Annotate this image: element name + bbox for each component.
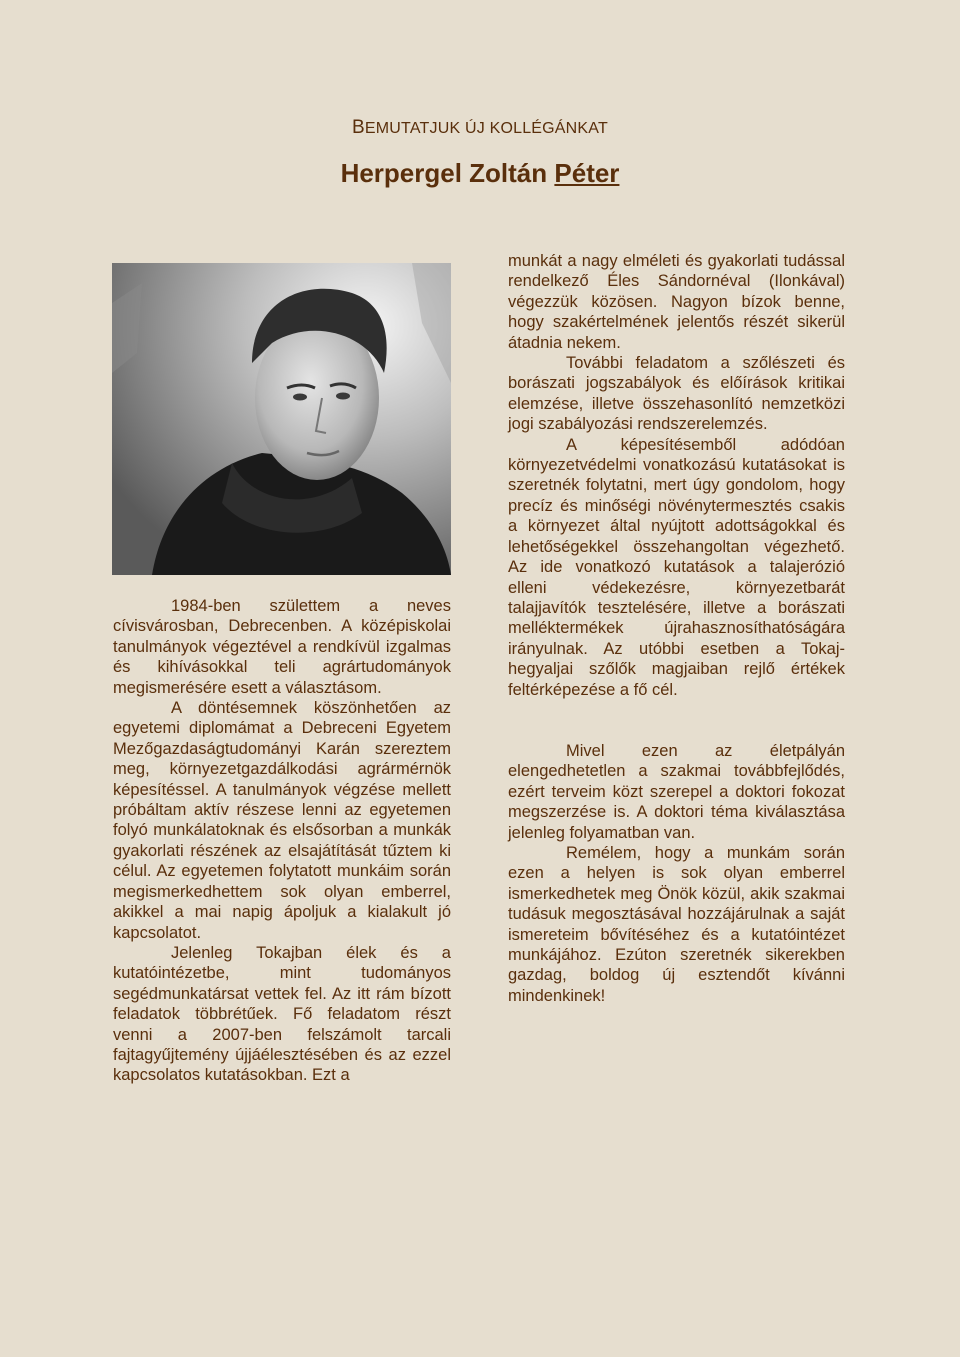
portrait-illustration (112, 263, 451, 575)
right-paragraph: A képesítésemből adódóan környezetvédelmi vonatkozású kutatásokat is szeretnék folytatni, mert úgy gondolom, hogy precíz és minőségi növénytermesztés csakis a környezet által nyújtott adottságokkal és lehetőségekkel összehangoltan végezhető. Az ide vonatkozó kutatások a talajerózió elleni védekezésre, környezetbarát talajjavítók tesztelésére, illetve a borászati melléktermékek újrahasznosíthatóságára irányulnak. Az utóbbi esetben a Tokaj-hegyaljai szőlők magjaiban rejlő értékek feltérképezése a fő cél. (508, 435, 845, 699)
right-paragraph: További feladatom a szőlészeti és borászati jogszabályok és előírások kritikai elemzése, illetve összehasonlító nemzetközi jogi szabályozási rendszerelemzés. (508, 354, 845, 434)
right-paragraph: Remélem, hogy a munkám során ezen a helyen is sok olyan emberrel ismerkedhetek meg Önök közül, akik szakmai tudásuk megosztásával hozzájárulnak a saját ismereteim bővítéséhez és a kutatóintézet munkájához. Ezúton szeretnék sikerekben gazdag, boldog új esztendőt kívánni mindenkinek! (508, 843, 845, 1005)
page-title (0, 158, 960, 189)
section-label-rest: EMUTATJUK ÚJ KOLLÉGÁNKAT (364, 120, 608, 137)
title-name: Herpergel Zoltán (340, 158, 548, 188)
right-paragraph: munkát a nagy elméleti és gyakorlati tudással rendelkező Éles Sándornéval (Ilonkával) végezzük közösen. Nagyon bízok benne, hogy szakértelmének jelentős részét sikerül átadnia nekem. (508, 252, 845, 352)
left-paragraph: Jelenleg Tokajban élek és a kutatóintézetbe, mint tudományos segédmunkatársat vettek fel. Az itt rám bízott feladatok többrétűek. Fő feladatom részt venni a 2007-ben felszámolt tarcali fajtagyűjtemény újjáélesztésében és az ezzel kapcsolatos kutatásokban. Ezt a (113, 943, 451, 1085)
right-column (508, 251, 845, 1006)
left-paragraph: A döntésemnek köszönhetően az egyetemi diplomámat a Debreceni Egyetem Mezőgazdaságtudományi Karán szereztem meg, környezetgazdálkodási agrármérnök képesítéssel. A tanulmányok végzése mellett próbáltam aktív részese lenni az egyetemen folyó munkálatoknak és elsősorban a munkák gyakorlati részének az elsajátítását tűztem ki célul. Az egyetemen folytatott munkáim során megismerkedhettem sok olyan emberrel, akikkel a mai napig ápoljuk a kialakult jó kapcsolatot. (113, 699, 451, 942)
right-paragraph: Mivel ezen az életpályán elengedhetetlen a szakmai továbbfejlődés, ezért terveim közt szerepel a doktori fokozat megszerzése is. A doktori téma kiválasztása jelenleg folyamatban van. (508, 741, 845, 842)
section-label (0, 117, 960, 139)
left-column (113, 596, 451, 1086)
left-paragraph: 1984-ben születtem a neves cívisvárosban, Debrecenben. A középiskolai tanulmányok végeztével a rendkívül izgalmas és kihívásokkal teli agrártudományok megismerésére esett a választásom. (113, 597, 451, 697)
paragraph-gap (508, 700, 845, 741)
section-label-initial: B (352, 117, 365, 138)
portrait-photo (112, 263, 451, 575)
title-underlined-name: Péter (554, 158, 620, 188)
